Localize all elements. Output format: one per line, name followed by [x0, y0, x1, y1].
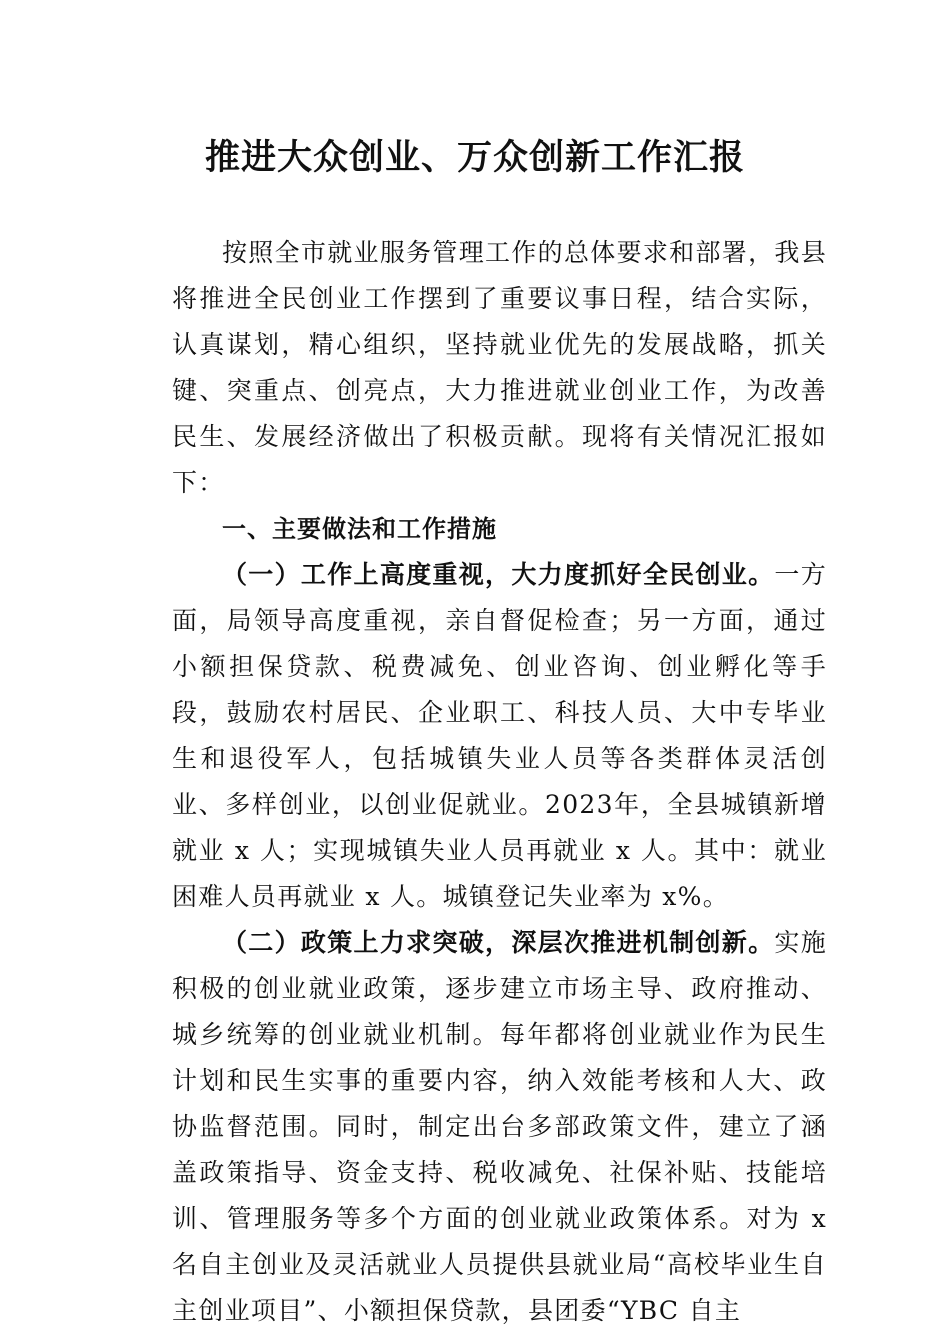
paragraph-2: [172, 920, 827, 1334]
paragraph-1-lead: （一）工作上高度重视，大力度抓好全民创业。: [222, 560, 775, 589]
paragraph-1: [172, 552, 827, 920]
paragraph-2-lead: （二）政策上力求突破，深层次推进机制创新。: [222, 928, 775, 957]
paragraph-1-body: 一方面，局领导高度重视，亲自督促检查；另一方面，通过小额担保贷款、税费减免、创业咨询、创业孵化等手段，鼓励农村居民、企业职工、科技人员、大中专毕业生和退役军人，包括城镇失业人员等各类群体灵活创业、多样创业，以创业促就业。2023年，全县城镇新增就业 x 人；实现城镇失业人员再就业 x 人。其中：就业困难人员再就业 x 人。城镇登记失业率为 x%。: [172, 560, 827, 911]
section-heading: 一、主要做法和工作措施: [222, 515, 497, 543]
intro-paragraph: 按照全市就业服务管理工作的总体要求和部署，我县将推进全民创业工作摆到了重要议事日程，结合实际，认真谋划，精心组织，坚持就业优先的发展战略，抓关键、突重点、创亮点，大力推进就业创业工作，为改善民生、发展经济做出了积极贡献。现将有关情况汇报如下：: [172, 238, 827, 497]
paragraph-2-body: 实施积极的创业就业政策，逐步建立市场主导、政府推动、城乡统筹的创业就业机制。每年都将创业就业作为民生计划和民生实事的重要内容，纳入效能考核和人大、政协监督范围。同时，制定出台多部政策文件，建立了涵盖政策指导、资金支持、税收减免、社保补贴、技能培训、管理服务等多个方面的创业就业政策体系。对为 x 名自主创业及灵活就业人员提供县就业局“高校毕业生自主创业项目”、小额担保贷款，县团委“YBC 自主: [172, 928, 827, 1325]
document-body: [172, 230, 827, 1334]
document-title: 推进大众创业、万众创新工作汇报: [204, 137, 745, 178]
